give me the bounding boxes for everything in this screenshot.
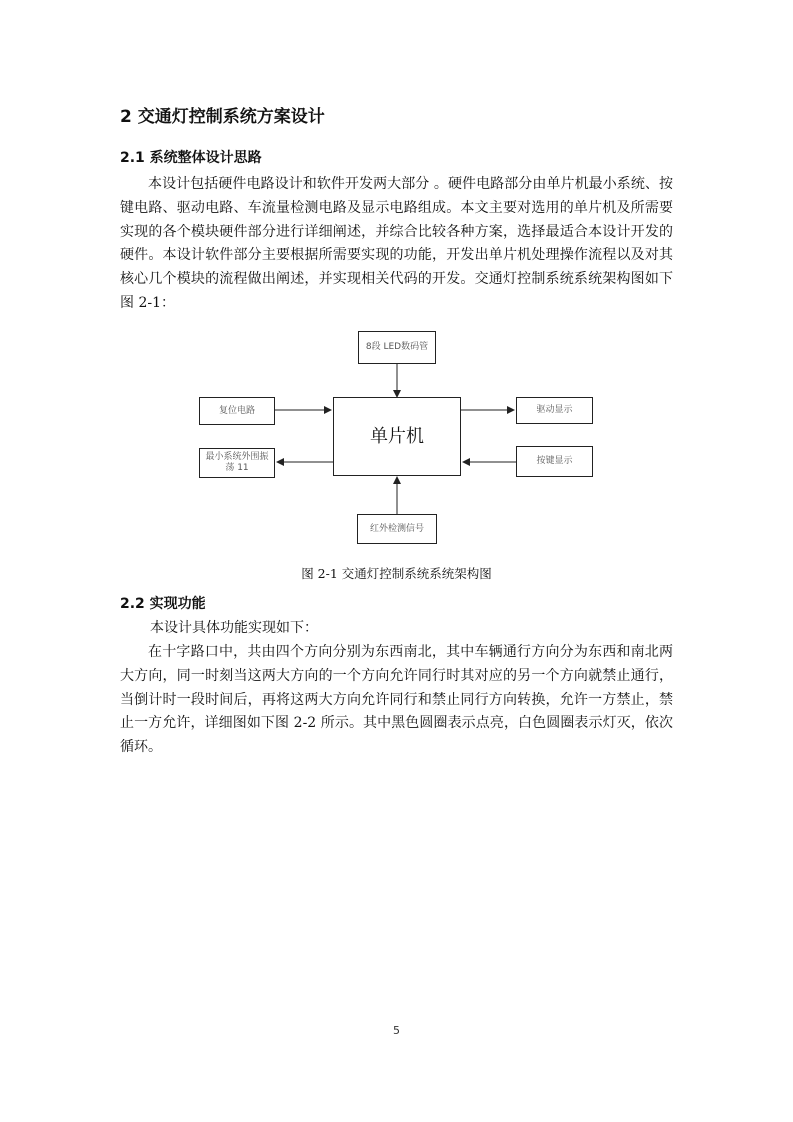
section-2-2-intro: 本设计具体功能实现如下：: [150, 620, 318, 636]
page-number: 5: [393, 1024, 400, 1037]
diagram-arrows: [0, 0, 793, 560]
key-display-box: 按键显示: [516, 446, 593, 477]
mcu-box: 单片机: [333, 397, 461, 476]
section-2-1-title: 2.1 系统整体设计思路: [120, 150, 262, 166]
section-2-2-title: 2.2 实现功能: [120, 596, 206, 612]
section-2-2-paragraph: 在十字路口中，共由四个方向分别为东西南北，其中车辆通行方向分为东西和南北两大方向，同一时刻当这两大方向的一个方向允许同行时其对应的另一个方向就禁止通行，当倒计时一段时间后，再将这两大方向允许同行和禁止同行方向转换，允许一方禁止，禁止一方允许，详细图如下图 2-2 所示。其中黑色圆圈表示点亮，白色圆圈表示灯灭，依次循环。: [120, 644, 673, 756]
drive-display-box: 驱动显示: [516, 397, 593, 424]
figure-caption: 图 2-1 交通灯控制系统系统架构图: [301, 566, 492, 581]
ir-detect-box: 红外检测信号: [357, 514, 437, 544]
min-system-box: 最小系统外围振荡 11: [199, 448, 275, 478]
reset-circuit-box: 复位电路: [199, 397, 275, 425]
section-2-1-paragraph: 本设计包括硬件电路设计和软件开发两大部分 。硬件电路部分由单片机最小系统、按键电路、驱动电路、车流量检测电路及显示电路组成。本文主要对选用的单片机及所需要实现的各个模块硬件部分进行详细阐述，并综合比较各种方案，选择最适合本设计开发的硬件。本设计软件部分主要根据所需要实现的功能，开发出单片机处理操作流程以及对其核心几个模块的流程做出阐述，并实现相关代码的开发。交通灯控制系统系统架构图如下图 2-1：: [120, 176, 673, 311]
led-display-box: 8段 LED数码管: [358, 331, 436, 364]
chapter-heading: 2 交通灯控制系统方案设计: [120, 107, 325, 127]
